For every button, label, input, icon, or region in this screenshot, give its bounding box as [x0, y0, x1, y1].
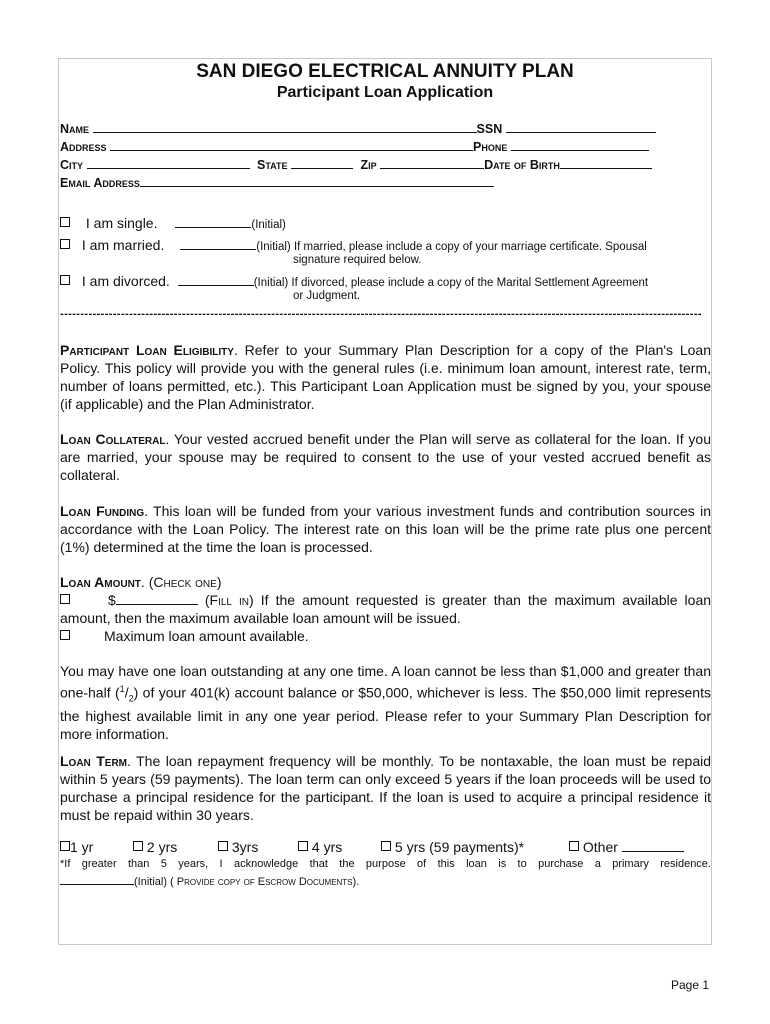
married-initial-line[interactable]	[180, 239, 256, 250]
term-text: . The loan repayment frequency will be monthly. To be nontaxable, the loan must be repaid within 5 years (59 payments). The loan term can only exceed 5 years if the loan proceeds will be used to purchase a principal residence for the participant. If the loan is used to acquire a principal residence it must be repaid within 30 years.	[60, 753, 711, 823]
married-checkbox[interactable]	[60, 239, 70, 249]
term-option-1yr[interactable]	[60, 839, 93, 855]
city-label: City	[60, 158, 84, 172]
name-label: Name	[60, 122, 90, 136]
term-4yrs-label: 4 yrs	[311, 839, 343, 855]
divorced-initial-line[interactable]	[178, 275, 254, 286]
dob-label: Date of Birth	[484, 158, 560, 172]
email-field[interactable]	[60, 176, 494, 190]
term-option-3yrs[interactable]	[218, 839, 258, 855]
collateral-heading: Loan Collateral	[60, 431, 166, 447]
divorced-note-cont: or Judgment.	[293, 290, 361, 302]
single-label: I am single.	[85, 215, 158, 231]
footnote-line-1: *If greater than 5 years, I acknowledge that the purpose of this loan is to purchase a primary residence.	[60, 858, 711, 870]
city-input-line[interactable]	[87, 158, 250, 169]
term-option-2yrs[interactable]	[133, 839, 177, 855]
eligibility-text: . Refer to your Summary Plan Description for a copy of the Plan's Loan Policy. This policy will provide you with the general rules (i.e. minimum loan amount, interest rate, term, number of loans permitted, etc.). This Participant Loan Application must be signed by you, your spouse (if applicable) and the Plan Administrator.	[60, 342, 711, 412]
fill-in-label: (Fill in)	[204, 592, 254, 608]
divorced-note: (Initial) If divorced, please include a copy of the Marital Settlement Agreement	[253, 277, 649, 289]
footnote-initial: (Initial) (	[134, 876, 174, 888]
term-option-5yrs[interactable]	[381, 839, 524, 855]
amount-option-fill[interactable]	[60, 591, 711, 627]
divorced-option[interactable]	[60, 273, 648, 289]
funding-text: . This loan will be funded from your various investment funds and contribution sources in accordance with the Loan Policy. The interest rate on this loan will be the prime rate plus one percent (1%) determined at the time the loan is processed.	[60, 503, 711, 555]
married-label: I am married.	[81, 237, 165, 253]
single-note: (Initial)	[251, 219, 286, 231]
limit-text-a: You may have one loan outstanding at any one time. A loan cannot be less than $1,000 and greater than one-half (	[60, 663, 711, 701]
footnote-end: ).	[352, 876, 360, 888]
email-input-line[interactable]	[140, 176, 494, 187]
amount-fill-checkbox[interactable]	[60, 594, 70, 604]
dob-input-line[interactable]	[560, 158, 652, 169]
term-option-other[interactable]	[569, 839, 684, 855]
term-5yrs-checkbox[interactable]	[381, 841, 391, 851]
single-checkbox[interactable]	[60, 217, 70, 227]
term-other-label: Other	[582, 839, 618, 855]
dollar-sign: $	[108, 592, 116, 608]
divorced-checkbox[interactable]	[60, 275, 70, 285]
term-3yrs-checkbox[interactable]	[218, 841, 228, 851]
amount-max-label: Maximum loan amount available.	[104, 628, 309, 644]
form-title: SAN DIEGO ELECTRICAL ANNUITY PLAN	[196, 61, 574, 82]
term-2yrs-checkbox[interactable]	[133, 841, 143, 851]
page-number: Page 1	[671, 978, 710, 992]
ssn-input-line[interactable]	[506, 122, 656, 133]
fraction-denominator: 2	[128, 693, 134, 704]
term-1yr-checkbox[interactable]	[60, 841, 70, 851]
phone-label: Phone	[473, 140, 508, 154]
name-input-line[interactable]	[93, 122, 477, 133]
amount-heading-line	[60, 573, 711, 591]
footnote-initial-line[interactable]	[60, 874, 134, 885]
limit-paragraph: You may have one loan outstanding at any one time. A loan cannot be less than $1,000 and greater than one-half $(^1/_2)$ of your 401(k) account balance or $50,000, whichever is less. The $50,000 limit represents the highest available limit in any one year period. Please refer to your Summary Plan Description for more information.	[60, 663, 711, 743]
collateral-paragraph	[60, 430, 711, 484]
zip-input-line[interactable]	[380, 158, 484, 169]
zip-label: Zip	[360, 158, 377, 172]
amount-input-line[interactable]	[116, 594, 198, 605]
term-paragraph	[60, 752, 711, 824]
amount-option-text: If the amount requested is greater than the maximum available loan amount, then the maximum available loan amount will be issued.	[60, 592, 712, 626]
married-note-cont: signature required below.	[293, 254, 422, 266]
amount-option-max[interactable]	[60, 627, 711, 645]
funding-paragraph	[60, 502, 711, 556]
term-heading: Loan Term	[60, 753, 128, 769]
married-option[interactable]	[60, 237, 647, 253]
amount-heading: Loan Amount	[60, 574, 141, 590]
form-subtitle: Participant Loan Application	[276, 84, 494, 101]
fraction-numerator: 1	[119, 684, 125, 694]
address-label: Address	[60, 140, 107, 154]
footnote-line-2	[60, 874, 711, 888]
funding-heading: Loan Funding	[60, 503, 145, 519]
name-field[interactable]	[60, 122, 656, 136]
term-option-4yrs[interactable]	[298, 839, 342, 855]
term-5yrs-label: 5 yrs (59 payments)*	[394, 839, 525, 855]
state-input-line[interactable]	[291, 158, 353, 169]
term-4yrs-checkbox[interactable]	[298, 841, 308, 851]
term-2yrs-label: 2 yrs	[146, 839, 178, 855]
term-other-input-line[interactable]	[622, 841, 684, 852]
amount-max-checkbox[interactable]	[60, 630, 70, 640]
eligibility-paragraph	[60, 341, 711, 413]
limit-text-b: ) of your 401(k) account balance or $50,000, whichever is less. The $50,000 limit represents the highest available limit in any one year period. Please refer to your Summary Plan Description for more information.	[60, 684, 711, 743]
single-initial-line[interactable]	[175, 217, 251, 228]
term-other-checkbox[interactable]	[569, 841, 579, 851]
separator-line: --------------------------------------------------------------------------------------------------------------------------------------------------------------	[60, 308, 702, 320]
eligibility-heading: Participant Loan Eligibility	[60, 342, 234, 358]
married-note: (Initial) If married, please include a copy of your marriage certificate. Spousal	[256, 241, 647, 253]
state-label: State	[257, 158, 288, 172]
email-label: Email Address	[60, 176, 140, 190]
single-option[interactable]	[60, 215, 286, 231]
collateral-text: . Your vested accrued benefit under the Plan will serve as collateral for the loan. If you are married, your spouse may be required to consent to the use of your vested accrued benefit as collateral.	[60, 431, 711, 483]
term-3yrs-label: 3yrs	[231, 839, 259, 855]
divorced-label: I am divorced.	[81, 273, 170, 289]
phone-input-line[interactable]	[511, 140, 649, 151]
city-row[interactable]	[60, 158, 652, 172]
term-1yr-label: 1 yr	[70, 839, 94, 855]
amount-check-one: . (Check one)	[140, 574, 222, 590]
address-input-line[interactable]	[110, 140, 473, 151]
address-field[interactable]	[60, 140, 649, 154]
footnote-escrow: Provide copy of Escrow Documents	[176, 876, 353, 888]
ssn-label: SSN	[476, 122, 503, 136]
